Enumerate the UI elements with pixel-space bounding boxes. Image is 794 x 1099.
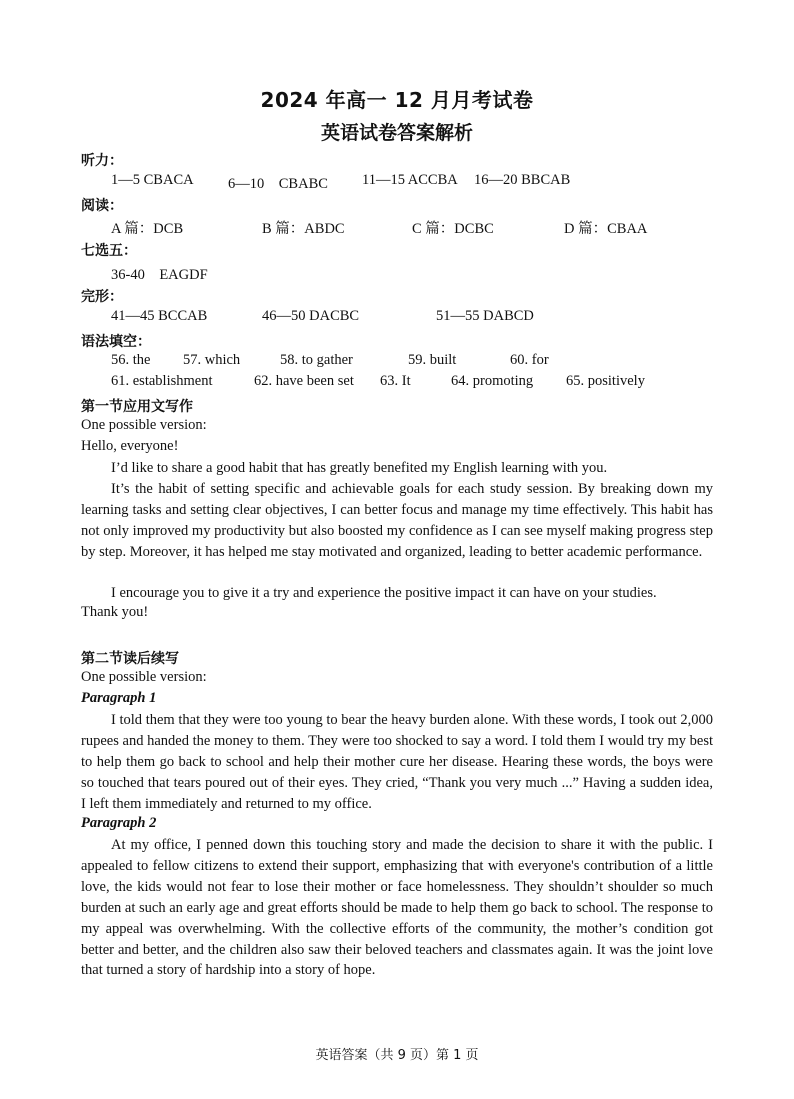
answer-item: 62. have been set: [254, 373, 354, 389]
section-label-writing2: 第二节读后续写: [81, 651, 179, 667]
page-title: 2024 年高一 12 月月考试卷: [260, 88, 534, 112]
letter-greeting: Hello, everyone!: [81, 438, 179, 454]
answer-group: 41—45 BCCAB: [111, 308, 208, 324]
page-footer: 英语答案（共 9 页）第 1 页: [315, 1048, 479, 1063]
answer-item: 59. built: [408, 352, 457, 368]
essay-paragraph: I’d like to share a good habit that has greatly benefited my English learning with you.: [111, 460, 608, 476]
section-label-listening: 听力：: [81, 153, 123, 169]
answer-group: B 篇：ABDC: [262, 221, 345, 237]
answer-group: C 篇：DCBC: [412, 221, 494, 237]
section-label-grammar: 语法填空：: [81, 334, 151, 350]
page-subtitle: 英语试卷答案解析: [320, 122, 473, 144]
answer-group: 16—20 BBCAB: [474, 172, 571, 188]
answer-group: 1—5 CBACA: [111, 172, 194, 188]
answer-group: 36-40 EAGDF: [111, 267, 208, 283]
paragraph-title: Paragraph 2: [81, 815, 157, 831]
paragraph-title: Paragraph 1: [81, 690, 157, 706]
answer-item: 65. positively: [566, 373, 645, 389]
answer-item: 64. promoting: [451, 373, 534, 389]
answer-group: 46—50 DACBC: [262, 308, 360, 324]
essay-paragraph: It’s the habit of setting specific and achievable goals for each study session. By breaking down my learning tasks and setting clear objectives, I can better focus and manage my time effectively. This habit has not only improved my productivity but also boosted my confidence as I can see myself making progress step by step. Moreover, it has helped me stay motivated and organized, leading to better academic performance.: [81, 481, 713, 560]
section-label-seven-choose-five: 七选五：: [81, 243, 137, 259]
essay-paragraph: I encourage you to give it a try and experience the positive impact it can have on your studies.: [111, 585, 657, 601]
essay-paragraph: At my office, I penned down this touching story and made the decision to share it with the public. I appealed to fellow citizens to extend their support, emphasizing that with everyone's contribution of a little love, the kids would not fear to lose their mother or face homelessness. They shouldn’t shoulder so much burden at such an early age and great efforts should be made to help them go back to school. The response to my appeal was overwhelming. With the collective efforts of the community, the mother’s condition got better and better, and the children also saw their beloved teachers and classmates again. It was the joint love that turned a story of hardship into a story of hope.: [81, 837, 713, 979]
sample-intro: One possible version:: [81, 669, 207, 685]
answer-item: 61. establishment: [111, 373, 213, 389]
essay-paragraph: I told them that they were too young to bear the heavy burden alone. With these words, I took out 2,000 rupees and handed the money to them. They were too shocked to say a word. I told them I would try my best to help them go back to school and help their mother cure her disease. Hearing these words, the boys were so touched that tears poured out of their eyes. They cried, “Thank you very much ...” Having a sudden idea, I left them immediately and returned to my office.: [81, 712, 713, 812]
answer-group: 11—15 ACCBA: [362, 172, 458, 188]
letter-closing: Thank you!: [81, 604, 149, 620]
sample-intro: One possible version:: [81, 417, 207, 433]
answer-item: 60. for: [510, 352, 549, 368]
answer-group: 6—10 CBABC: [228, 176, 328, 192]
section-label-cloze: 完形：: [81, 289, 123, 305]
section-label-reading: 阅读：: [81, 198, 123, 214]
section-label-writing1: 第一节应用文写作: [81, 399, 193, 415]
answer-item: 56. the: [111, 352, 151, 368]
answer-item: 58. to gather: [280, 352, 353, 368]
answer-group: A 篇：DCB: [111, 221, 184, 237]
answer-group: 51—55 DABCD: [436, 308, 534, 324]
answer-item: 57. which: [183, 352, 241, 368]
answer-group: D 篇：CBAA: [564, 221, 648, 237]
answer-item: 63. It: [380, 373, 411, 389]
